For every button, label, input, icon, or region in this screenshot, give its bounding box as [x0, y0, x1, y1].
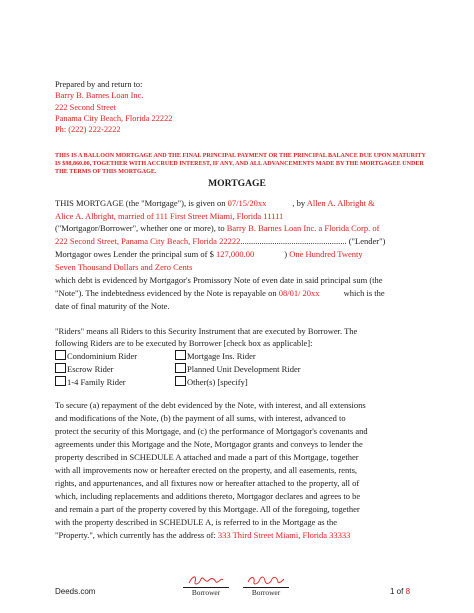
intro-line-8	[55, 288, 385, 299]
rider-label: Mortgage Ins. Rider	[187, 351, 256, 361]
amount-words-b: Seven Thousand Dollars and Zero Cents	[55, 262, 193, 272]
signature-scribble	[243, 573, 289, 587]
riders-line-1: "Riders" means all Riders to this Security Instrument that are executed by Borrower. The	[55, 326, 358, 336]
borrower-signature-2	[238, 573, 294, 597]
page-total: 8	[405, 587, 411, 596]
mortgage-date: 07/15/20xx	[227, 198, 267, 208]
borrower-name-b: Alice A. Albright, married of 111 First Street Miami, Florida 11111	[55, 211, 284, 221]
signature-mark	[183, 573, 229, 588]
rider-mortgage-ins[interactable]	[175, 350, 256, 362]
checkbox-condominium[interactable]	[55, 350, 66, 360]
borrower-label-2: Borrower	[251, 588, 281, 597]
secure-line: and modifications of the Note, (b) the payment of all sums, with interest, advanced to	[55, 413, 346, 423]
borrower-signature-1	[178, 573, 234, 597]
intro-line-5	[55, 249, 363, 260]
rider-other[interactable]	[175, 376, 248, 388]
checkbox-family[interactable]	[55, 376, 66, 386]
riders-line-2: following Riders are to be executed by Borrower [check box as applicable]:	[55, 338, 313, 348]
intro-text: THIS MORTGAGE (the "Mortgage"), is given on	[55, 198, 228, 208]
rider-planned-unit[interactable]	[175, 363, 301, 375]
intro-text: ("Lender")	[346, 236, 386, 246]
intro-text: "Note"). The indebtedness evidenced by the Note is repayable on	[55, 288, 279, 298]
rider-escrow[interactable]	[55, 363, 114, 375]
prepared-by-block	[55, 79, 172, 135]
preparer-phone: Ph: (222) 222-2222	[55, 125, 121, 135]
rider-label: Other(s) [specify]	[187, 377, 248, 387]
rider-family[interactable]	[55, 376, 126, 388]
intro-line-7: which debt is evidenced by Mortgagor's Promissory Note of even date in said principal sum (the	[55, 275, 383, 285]
principal-amount: 127,000.00	[216, 249, 255, 259]
rider-label: Escrow Rider	[67, 364, 114, 374]
checkbox-other[interactable]	[175, 376, 186, 386]
amount-words-a: One Hundred Twenty	[289, 249, 363, 259]
document-title: MORTGAGE	[208, 178, 266, 189]
preparer-city: Panama City Beach, Florida 22222	[55, 113, 173, 123]
secure-line: To secure (a) repayment of the debt evidenced by the Note, with interest, and all extensions	[55, 400, 366, 410]
secure-line: with all improvements now or hereafter erected on the property, and all easements, rents,	[55, 465, 358, 475]
dot-leader: ..................................................	[240, 236, 347, 246]
intro-line-4	[55, 236, 385, 247]
checkbox-mortgage-ins[interactable]	[175, 350, 186, 360]
footer-site: Deeds.com	[55, 587, 96, 596]
prepared-heading: Prepared by and return to:	[55, 80, 143, 89]
rider-label: Planned Unit Development Rider	[187, 364, 301, 374]
intro-line-9: date of final maturity of the Note.	[55, 301, 170, 311]
intro-text: ("Mortgagor/Borrower", whether one or more), to	[55, 223, 227, 233]
secure-line: agreements under this Mortgage and the Note, Mortgagor grants and conveys to lender the	[55, 439, 363, 449]
rider-label: Condominium Rider	[67, 351, 138, 361]
rider-condominium[interactable]	[55, 350, 137, 362]
secure-line: and remain a part of the property covered by this Mortgage. All of the foregoing, together	[55, 504, 360, 514]
intro-text: Mortgagor owes Lender the principal sum of $	[55, 249, 216, 259]
intro-line-3	[55, 223, 379, 234]
secure-line: rights, and appurtenances, and all fixtures now or hereafter attached to the property, all of	[55, 478, 360, 488]
intro-text: which is the	[343, 288, 385, 298]
page-text: 1 of	[390, 587, 406, 596]
secure-text: "Property.", which currently has the address of:	[55, 530, 218, 540]
borrower-name-a: Allen A. Albright &	[306, 198, 375, 208]
intro-text: , by	[292, 198, 307, 208]
secure-line: protect the security of this Mortgage, and (c) the performance of Mortgagor's covenants and	[55, 426, 368, 436]
secure-line-last	[55, 530, 350, 541]
signature-scribble	[183, 573, 229, 587]
page-indicator	[390, 587, 410, 596]
preparer-name: Barry B. Barnes Loan Inc.	[55, 91, 144, 101]
rider-label: 1-4 Family Rider	[67, 377, 126, 387]
secure-line: property described in SCHEDULE A attached and made a part of this Mortgage, together	[55, 452, 359, 462]
maturity-date: 08/01/ 20xx	[278, 288, 320, 298]
balloon-notice: THIS IS A BALLOON MORTGAGE AND THE FINAL PRINCIPAL PAYMENT OR THE PRINCIPAL BALANCE DUE UPON MATURITY IS $98,860.00, TOGETHER WITH ACCRUED INTEREST, IF ANY, AND ALL ADVANCEMENTS MADE BY THE MORTGAGEE UNDER THE TERMS OF THIS MORTGAGE.	[55, 153, 426, 175]
secure-line: which, including replacements and additions thereto, Mortgagor declares and agrees to be	[55, 491, 361, 501]
borrower-label-1: Borrower	[191, 588, 221, 597]
paren-close: )	[284, 249, 290, 259]
preparer-street: 222 Second Street	[55, 102, 116, 112]
signature-mark	[243, 573, 289, 588]
property-address: 333 Third Street Miami, Florida 33333	[217, 530, 351, 540]
checkbox-planned-unit[interactable]	[175, 363, 186, 373]
checkbox-escrow[interactable]	[55, 363, 66, 373]
lender-name-b: 222 Second Street, Panama City Beach, Florida 22222	[55, 236, 241, 246]
intro-line-1	[55, 198, 375, 209]
secure-line: with the property described in SCHEDULE A, is referred to in the Mortgage as the	[55, 517, 338, 527]
lender-name-a: Barry B. Barnes Loan Inc. a Florida Corp. of	[226, 223, 380, 233]
